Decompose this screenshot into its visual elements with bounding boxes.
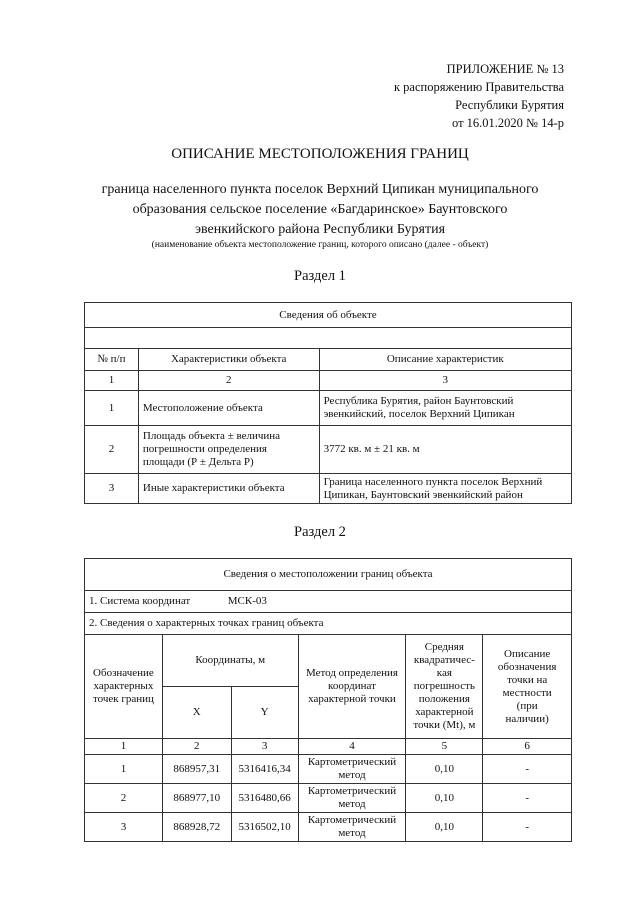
- table-row: [85, 474, 572, 504]
- col-y-header: Y: [231, 687, 298, 739]
- name-line: погрешности определения: [142, 443, 267, 455]
- point-id: 3: [85, 813, 163, 842]
- coord-y: 5316416,34: [231, 755, 298, 784]
- method: [298, 755, 406, 784]
- col-number: 4: [298, 739, 406, 755]
- coord-x: 868957,31: [162, 755, 231, 784]
- table-row: [85, 426, 572, 474]
- header-line: местности: [502, 686, 552, 699]
- method-line: Картометрический: [307, 785, 397, 797]
- method-line: Картометрический: [307, 756, 397, 768]
- table-row: [85, 391, 572, 426]
- header-line: точек границ: [92, 693, 154, 705]
- appendix-order: к распоряжению Правительства: [393, 80, 564, 94]
- page-title: ОПИСАНИЕ МЕСТОПОЛОЖЕНИЯ ГРАНИЦ: [171, 146, 469, 162]
- coord-x: 868928,72: [162, 813, 231, 842]
- section1-heading: Раздел 1: [294, 268, 346, 284]
- characteristic-name: [138, 426, 319, 474]
- object-name-line1: граница населенного пункта поселок Верхний Ципикан муниципального: [101, 182, 539, 197]
- object-info-title: Сведения об объекте: [85, 303, 572, 328]
- table-row: [85, 755, 572, 784]
- appendix-number: ПРИЛОЖЕНИЕ № 13: [446, 62, 564, 76]
- header-line: Обозначение: [93, 667, 154, 679]
- desc-line: Ципикан, Баунтовский эвенкийский район: [323, 488, 523, 501]
- header-line: характерной: [415, 706, 474, 718]
- object-name: [0, 180, 640, 240]
- header-line: (при: [516, 699, 538, 712]
- point-description: -: [483, 755, 572, 784]
- col-coords-header: Координаты, м: [162, 635, 298, 687]
- col-number: 5: [406, 739, 483, 755]
- point-id: 1: [85, 755, 163, 784]
- col-number: 6: [483, 739, 572, 755]
- coord-x: 868977,10: [162, 784, 231, 813]
- point-description: -: [483, 813, 572, 842]
- col-point-header: [85, 635, 163, 739]
- object-name-line2: образования сельское поселение «Багдаринское» Баунтовского: [132, 202, 508, 217]
- characteristic-name: Иные характеристики объекта: [138, 474, 319, 504]
- characteristic-desc: 3772 кв. м ± 21 кв. м: [319, 426, 571, 474]
- coord-y: 5316480,66: [231, 784, 298, 813]
- method-line: метод: [338, 798, 366, 810]
- error-value: 0,10: [406, 813, 483, 842]
- coord-system-label: 1. Система координат: [89, 595, 191, 607]
- col-header: № п/п: [85, 349, 139, 371]
- col-error-header: [406, 635, 483, 739]
- method: [298, 813, 406, 842]
- boundary-table-title: Сведения о местоположении границ объекта: [85, 559, 572, 591]
- appendix-header: [394, 60, 564, 132]
- method: [298, 784, 406, 813]
- header-line: точки (Mt), м: [413, 719, 476, 731]
- col-x-header: X: [162, 687, 231, 739]
- table-row: [85, 813, 572, 842]
- header-line: координат: [328, 680, 376, 692]
- name-line: площади (Р ± Дельта Р): [142, 456, 254, 468]
- table-row: [85, 784, 572, 813]
- method-line: Картометрический: [307, 814, 397, 826]
- header-line: квадратичес-: [413, 654, 475, 666]
- header-line: Описание: [504, 647, 551, 660]
- desc-line: эвенкийский, поселок Верхний Ципикан: [323, 408, 515, 420]
- col-number: 2: [162, 739, 231, 755]
- error-value: 0,10: [406, 784, 483, 813]
- desc-line: Граница населенного пункта поселок Верхний: [323, 475, 543, 488]
- point-id: 2: [85, 784, 163, 813]
- col-desc-header: [483, 635, 572, 739]
- col-number: 2: [138, 371, 319, 391]
- header-line: наличии): [505, 712, 549, 725]
- row-number: 3: [85, 474, 139, 504]
- appendix-date: от 16.01.2020 № 14-р: [451, 116, 564, 130]
- coord-system-value: МСК-03: [227, 595, 267, 607]
- coord-system-row: [85, 591, 572, 613]
- col-header: Описание характеристик: [319, 349, 571, 371]
- method-line: метод: [338, 769, 366, 781]
- characteristic-desc: [319, 474, 571, 504]
- table-spacer-row: [85, 328, 572, 349]
- col-number: 1: [85, 739, 163, 755]
- header-line: точки на: [507, 673, 548, 686]
- header-line: характерных: [93, 680, 154, 692]
- header-line: Средняя: [424, 641, 464, 653]
- col-number: 3: [319, 371, 571, 391]
- name-line: Площадь объекта ± величина: [142, 430, 281, 442]
- col-header: Характеристики объекта: [138, 349, 319, 371]
- error-value: 0,10: [406, 755, 483, 784]
- header-line: погрешность: [413, 680, 475, 692]
- characteristic-desc: [319, 391, 571, 426]
- points-info-label: 2. Сведения о характерных точках границ объекта: [85, 613, 572, 635]
- coord-y: 5316502,10: [231, 813, 298, 842]
- row-number: 2: [85, 426, 139, 474]
- boundary-points-table: [84, 558, 572, 842]
- appendix-republic: Республики Бурятия: [455, 98, 564, 112]
- object-info-table: [84, 302, 572, 504]
- object-name-note: (наименование объекта местоположение границ, которого описано (далее - объект): [151, 240, 489, 250]
- desc-line: Республика Бурятия, район Баунтовский: [323, 395, 514, 407]
- section2-heading: Раздел 2: [294, 524, 346, 540]
- header-line: положения: [418, 693, 470, 705]
- col-number: 3: [231, 739, 298, 755]
- col-number: 1: [85, 371, 139, 391]
- col-method-header: [298, 635, 406, 739]
- method-line: метод: [338, 827, 366, 839]
- point-description: -: [483, 784, 572, 813]
- object-name-line3: эвенкийского района Республики Бурятия: [194, 222, 446, 237]
- header-line: кая: [436, 667, 452, 679]
- header-line: Метод определения: [305, 667, 398, 679]
- header-line: характерной точки: [308, 693, 396, 705]
- characteristic-name: Местоположение объекта: [138, 391, 319, 426]
- row-number: 1: [85, 391, 139, 426]
- header-line: обозначения: [497, 660, 557, 673]
